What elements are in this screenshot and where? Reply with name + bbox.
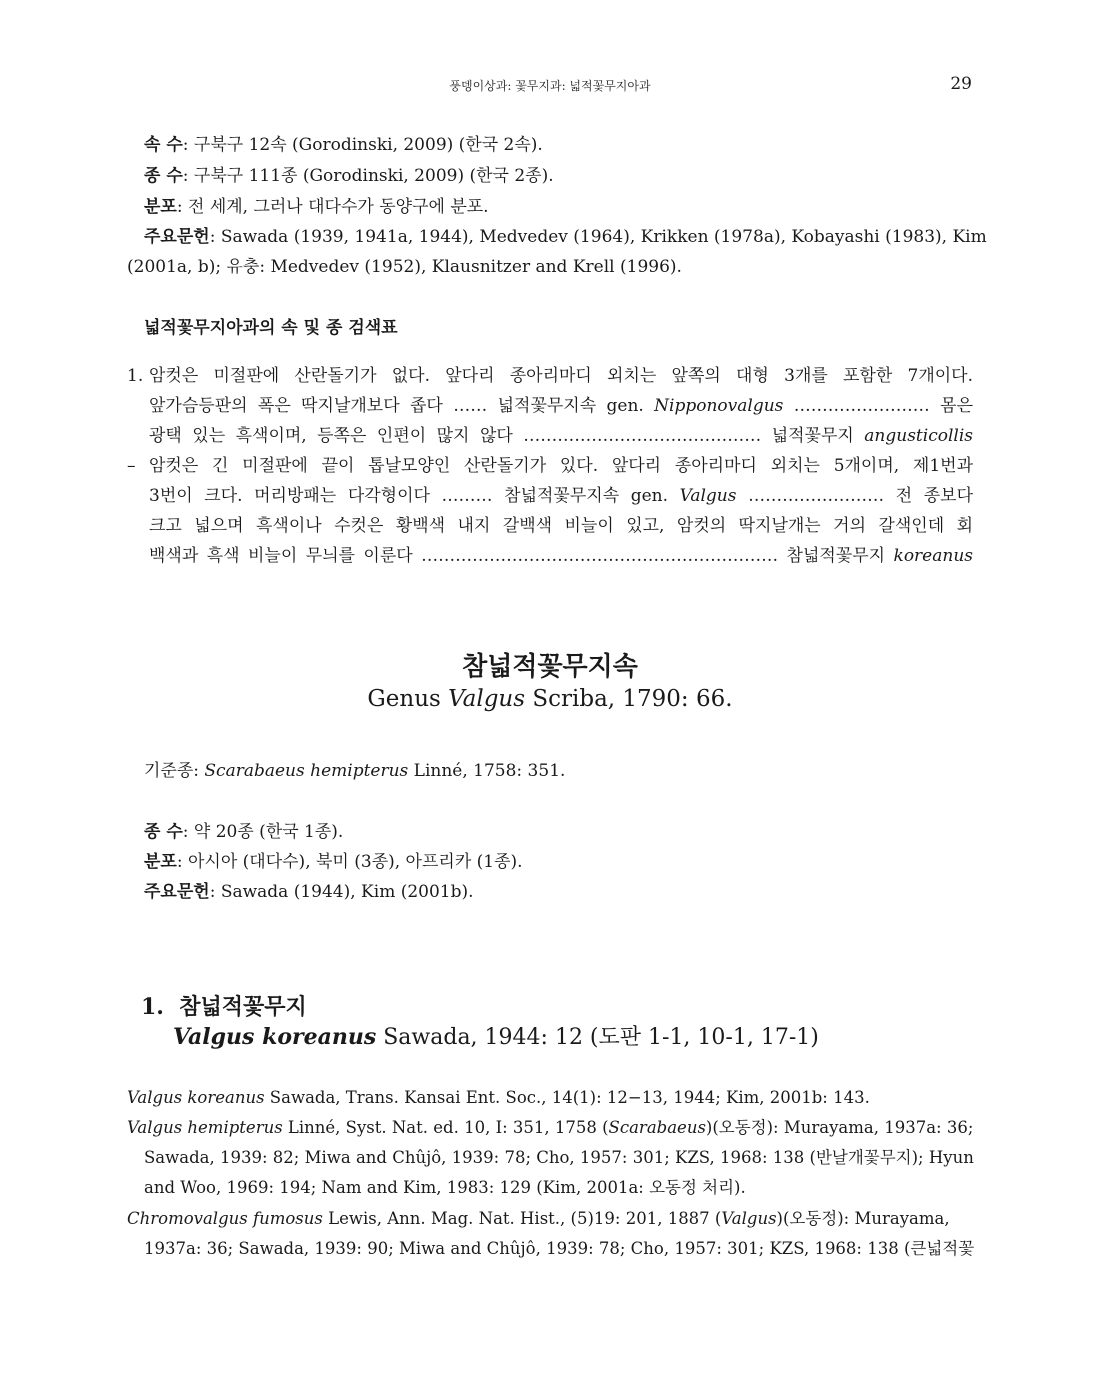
- synonym-2-line-1: Valgus hemipterus Linné, Syst. Nat. ed. 10, I: 351, 1758 (Scarabaeus)(오동정): Murayama, 1937a: 36;: [127, 1118, 974, 1137]
- species-name: angusticollis: [864, 426, 973, 446]
- intro-references-cont: (2001a, b); 유충: Medvedev (1952), Klausnitzer and Krell (1996).: [127, 257, 682, 277]
- genus-name: Nipponovalgus: [654, 396, 784, 416]
- key-couplet-2-line-3: 크고 넓으며 흑색이나 수컷은 황백색 내지 갈백색 비늘이 있고, 암컷의 딱지날개는 거의 갈색인데 회: [149, 516, 973, 536]
- genus-references-line: 주요문헌: Sawada (1944), Kim (2001b).: [144, 882, 474, 902]
- intro-distribution-line: [127, 193, 990, 222]
- species-name: koreanus: [893, 546, 973, 566]
- genus-name: Valgus: [679, 486, 737, 506]
- key-heading: 넓적꽃무지아과의 속 및 종 검색표: [144, 318, 398, 338]
- key-couplet-2-line-4: 백색과 흑색 비늘이 무늬를 이룬다 ……………………………………………………… 참넓적꽃무지 koreanus: [149, 546, 973, 566]
- references-label: 주요문헌: [144, 227, 210, 247]
- synonym-3-line-2: 1937a: 36; Sawada, 1939: 90; Miwa and Chûjô, 1939: 78; Cho, 1957: 301; KZS, 1968: 138 (큰넓적꽃: [144, 1239, 975, 1258]
- genera-text: : 구북구 12속 (Gorodinski, 2009) (한국 2속).: [182, 135, 543, 155]
- intro-species-line: [127, 162, 990, 191]
- key-couplet-2-line-1: – 암컷은 긴 미절판에 끝이 톱날모양인 산란돌기가 있다. 앞다리 종아리마디 외치는 5개이며, 제1번과: [127, 451, 973, 481]
- distribution-text: : 전 세계, 그러나 대다수가 동양구에 분포.: [176, 197, 489, 217]
- synonym-3-line-1: Chromovalgus fumosus Lewis, Ann. Mag. Nat. Hist., (5)19: 201, 1887 (Valgus)(오동정): Murayama,: [127, 1209, 950, 1228]
- couplet-number: 1.: [127, 366, 144, 386]
- species-title-korean: 1. 참넓적꽃무지: [141, 994, 307, 1020]
- genera-label: 속 수: [144, 135, 183, 155]
- intro-genera-line: [127, 131, 990, 160]
- genus-distribution-line: 분포: 아시아 (대다수), 북미 (3종), 아프리카 (1종).: [144, 852, 523, 872]
- type-species-line: 기준종: Scarabaeus hemipterus Linné, 1758: 351.: [144, 761, 566, 781]
- species-label: 종 수: [144, 166, 183, 186]
- genus-species-line: 종 수: 약 20종 (한국 1종).: [144, 822, 344, 842]
- couplet-dash: –: [127, 456, 136, 476]
- running-header: 풍뎅이상과: 꽃무지과: 넓적꽃무지아과: [449, 79, 651, 93]
- key-couplet-2-line-2: 3번이 크다. 머리방패는 다각형이다 ……… 참넓적꽃무지속 gen. Valgus …………………… 전 종보다: [149, 486, 973, 506]
- type-species-label: 기준종:: [144, 761, 199, 781]
- species-title-latin: Valgus koreanus Sawada, 1944: 12 (도판 1-1, 10-1, 17-1): [173, 1024, 819, 1050]
- synonym-1: Valgus koreanus Sawada, Trans. Kansai Ent. Soc., 14(1): 12−13, 1944; Kim, 2001b: 143.: [127, 1088, 870, 1107]
- genus-title-latin: Genus Valgus Scriba, 1790: 66.: [367, 686, 733, 712]
- key-couplet-1-line-2: 앞가슴등판의 폭은 딱지날개보다 좁다 …… 넓적꽃무지속 gen. Nipponovalgus …………………… 몸은: [149, 396, 973, 416]
- identification-key: [127, 361, 973, 571]
- synonym-2-line-2: Sawada, 1939: 82; Miwa and Chûjô, 1939: 78; Cho, 1957: 301; KZS, 1968: 138 (반날개꽃무지); Hyun: [144, 1148, 974, 1167]
- synonym-2-line-3: and Woo, 1969: 194; Nam and Kim, 1983: 129 (Kim, 2001a: 오동정 처리).: [144, 1178, 746, 1197]
- key-couplet-1-line-1: 1. 암컷은 미절판에 산란돌기가 없다. 앞다리 종아리마디 외치는 앞쪽의 대형 3개를 포함한 7개이다.: [127, 361, 973, 391]
- page-number: 29: [950, 74, 972, 94]
- key-couplet-1-line-3: 광택 있는 흑색이며, 등쪽은 인편이 많지 않다 …………………………………… 넓적꽃무지 angusticollis: [149, 426, 973, 446]
- genus-title-korean: 참넓적꽃무지속: [462, 652, 638, 682]
- species-text: : 구북구 111종 (Gorodinski, 2009) (한국 2종).: [182, 166, 554, 186]
- intro-references-line: [127, 223, 990, 252]
- distribution-label: 분포: [144, 197, 177, 217]
- type-species-name: Scarabaeus hemipterus: [204, 761, 409, 781]
- references-text: : Sawada (1939, 1941a, 1944), Medvedev (1964), Krikken (1978a), Kobayashi (1983), Kim: [209, 227, 987, 247]
